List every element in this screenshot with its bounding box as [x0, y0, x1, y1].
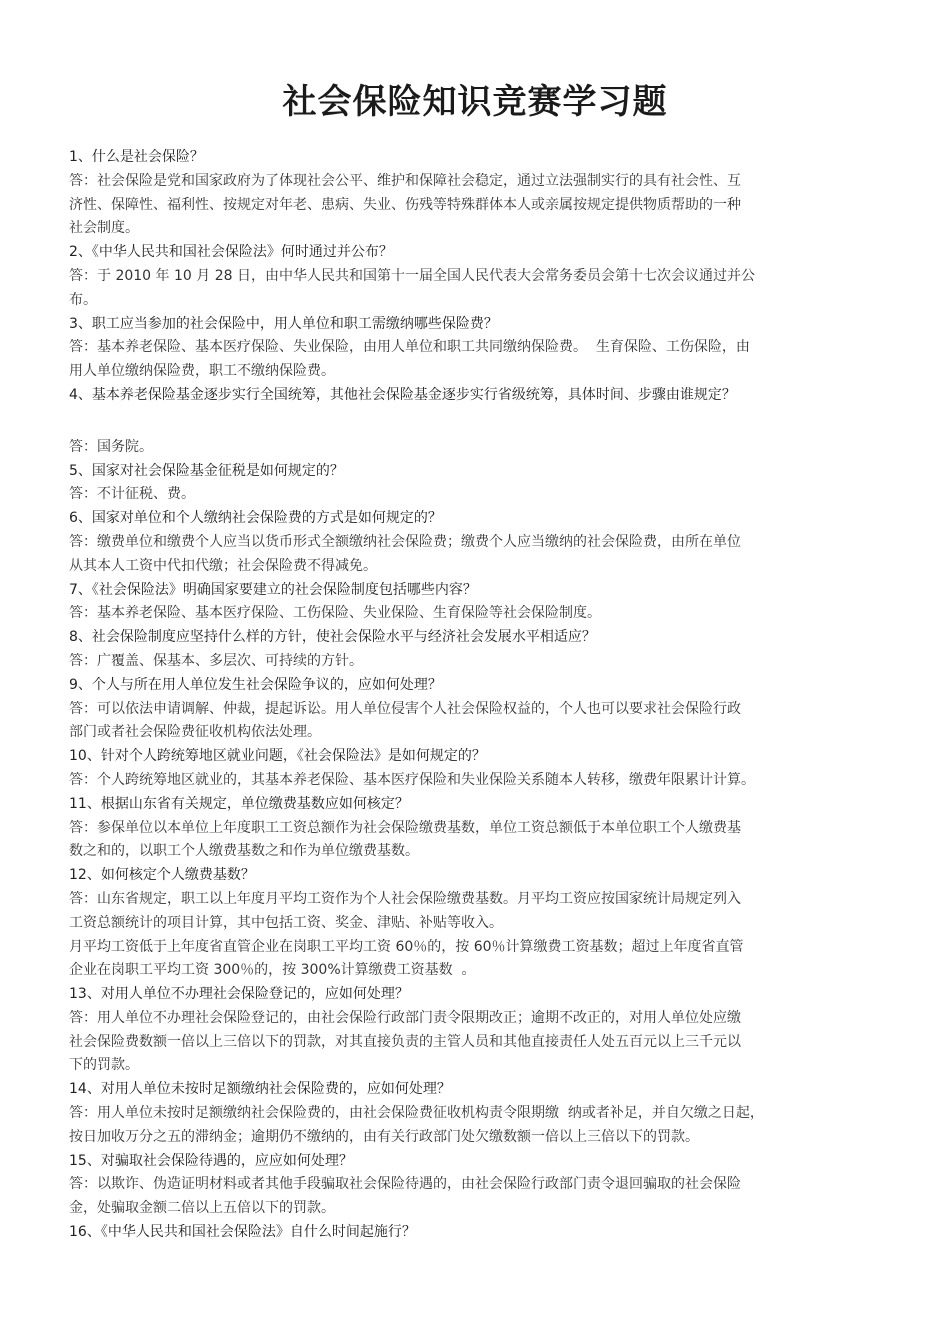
answer-line: 月平均工资低于上年度省直管企业在岗职工平均工资 60％的，按 60％计算缴费工资基数；超过上年度省直管 — [69, 938, 744, 955]
answer-line: 部门或者社会保险费征收机构依法处理。 — [69, 724, 321, 741]
question-line: 13、对用人单位不办理社会保险登记的，应如何处理？ — [69, 986, 409, 1003]
blank-line — [69, 408, 884, 436]
answer-line: 企业在岗职工平均工资 300％的，按 300%计算缴费工资基数 。 — [69, 962, 476, 979]
question-line: 5、国家对社会保险基金征税是如何规定的？ — [69, 462, 344, 479]
question-line: 11、根据山东省有关规定，单位缴费基数应如何核定？ — [69, 795, 409, 812]
question-line: 16、《中华人民共和国社会保险法》自什么时间起施行？ — [69, 1224, 416, 1241]
answer-line: 答：可以依法申请调解、仲裁，提起诉讼。用人单位侵害个人社会保险权益的，个人也可以要求社会保险行政 — [69, 700, 741, 717]
answer-line: 工资总额统计的项目计算，其中包括工资、奖金、津贴、补贴等收入。 — [69, 914, 503, 931]
answer-line: 济性、保障性、福利性、按规定对年老、患病、失业、伤残等特殊群体本人或亲属按规定提供物质帮助的一种 — [69, 196, 741, 213]
question-line: 10、针对个人跨统筹地区就业问题，《社会保险法》是如何规定的？ — [69, 748, 486, 765]
answer-line: 社会制度。 — [69, 220, 139, 237]
answer-line: 答：国务院。 — [69, 438, 153, 455]
question-line: 8、社会保险制度应坚持什么样的方针，使社会保险水平与经济社会发展水平相适应？ — [69, 629, 596, 646]
question-line: 12、如何核定个人缴费基数？ — [69, 867, 255, 884]
answer-line: 社会保险费数额一倍以上三倍以下的罚款，对其直接负责的主管人员和其他直接责任人处五百元以上三千元以 — [69, 1033, 741, 1050]
question-line: 1、什么是社会保险？ — [69, 149, 204, 165]
question-line: 6、国家对单位和个人缴纳社会保险费的方式是如何规定的？ — [69, 510, 442, 527]
answer-line: 用人单位缴纳保险费，职工不缴纳保险费。 — [69, 363, 335, 380]
answer-line: 数之和的，以职工个人缴费基数之和作为单位缴费基数。 — [69, 843, 419, 860]
question-line: 14、对用人单位未按时足额缴纳社会保险费的，应如何处理？ — [69, 1081, 451, 1098]
question-line: 9、个人与所在用人单位发生社会保险争议的，应如何处理？ — [69, 676, 442, 693]
answer-line: 答：山东省规定，职工以上年度月平均工资作为个人社会保险缴费基数。月平均工资应按国家统计局规定列入 — [69, 890, 741, 907]
answer-line: 答：用人单位未按时足额缴纳社会保险费的，由社会保险费征收机构责令限期缴 纳或者补足，并自欠缴之日起， — [69, 1105, 764, 1122]
answer-line: 答：于 2010 年 10 月 28 日，由中华人民共和国第十一届全国人民代表大会常务委员会第十七次会议通过并公 — [69, 267, 755, 284]
question-line: 7、《社会保险法》明确国家要建立的社会保险制度包括哪些内容？ — [69, 581, 477, 598]
answer-line: 答：用人单位不办理社会保险登记的，由社会保险行政部门责令限期改正；逾期不改正的，对用人单位处应缴 — [69, 1009, 741, 1026]
answer-line: 答：基本养老保险、基本医疗保险、工伤保险、失业保险、生育保险等社会保险制度。 — [69, 605, 601, 622]
answer-line: 布。 — [69, 291, 97, 308]
question-line: 2、《中华人民共和国社会保险法》何时通过并公布？ — [69, 244, 393, 261]
answer-line: 答：基本养老保险、基本医疗保险、失业保险，由用人单位和职工共同缴纳保险费。 生育保险、工伤保险，由 — [69, 339, 750, 356]
answer-line: 答：参保单位以本单位上年度职工工资总额作为社会保险缴费基数，单位工资总额低于本单位职工个人缴费基 — [69, 819, 741, 836]
answer-line: 答：不计征税、费。 — [69, 486, 195, 503]
answer-line: 从其本人工资中代扣代缴；社会保险费不得减免。 — [69, 557, 377, 574]
document-body — [69, 146, 884, 1245]
answer-line: 金，处骗取金额二倍以上五倍以下的罚款。 — [69, 1200, 335, 1217]
question-line: 3、职工应当参加的社会保险中，用人单位和职工需缴纳哪些保险费？ — [69, 315, 498, 332]
answer-line: 答：个人跨统筹地区就业的，其基本养老保险、基本医疗保险和失业保险关系随本人转移，缴费年限累计计算。 — [69, 771, 755, 788]
document-title: 社会保险知识竞赛学习题 — [282, 82, 668, 122]
answer-line: 按日加收万分之五的滞纳金；逾期仍不缴纳的，由有关行政部门处欠缴数额一倍以上三倍以下的罚款。 — [69, 1128, 699, 1145]
answer-line: 答：社会保险是党和国家政府为了体现社会公平、维护和保障社会稳定，通过立法强制实行的具有社会性、互 — [69, 172, 741, 189]
answer-line: 答：缴费单位和缴费个人应当以货币形式全额缴纳社会保险费；缴费个人应当缴纳的社会保险费，由所在单位 — [69, 533, 741, 550]
answer-line: 答：广覆盖、保基本、多层次、可持续的方针。 — [69, 652, 363, 669]
answer-line: 下的罚款。 — [69, 1057, 139, 1074]
question-line: 4、基本养老保险基金逐步实行全国统筹，其他社会保险基金逐步实行省级统筹，具体时间、步骤由谁规定？ — [69, 386, 736, 403]
question-line: 15、对骗取社会保险待遇的，应应如何处理？ — [69, 1152, 353, 1169]
answer-line: 答：以欺诈、伪造证明材料或者其他手段骗取社会保险待遇的，由社会保险行政部门责令退回骗取的社会保险 — [69, 1176, 741, 1193]
